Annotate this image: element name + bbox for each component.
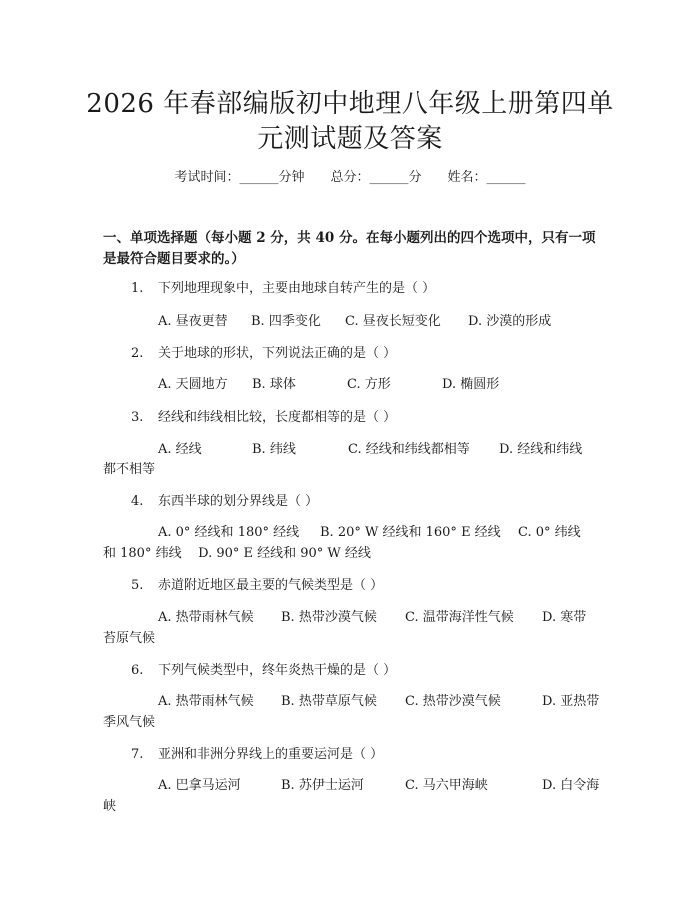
- question-stem: [131, 344, 396, 364]
- option-d: D. 经线和纬线: [499, 442, 583, 457]
- option-continuation: 峡: [103, 799, 117, 814]
- exam-time: 考试时间：______分钟: [174, 170, 305, 185]
- question-number: 1.: [131, 281, 144, 296]
- question-number: 6.: [131, 663, 144, 678]
- question-stem: [131, 408, 396, 428]
- option-b: B. 热带草原气候: [281, 694, 377, 709]
- option-b: B. 纬线: [252, 442, 296, 457]
- question-stem: [131, 745, 383, 765]
- option-b: B. 苏伊士运河: [281, 778, 364, 793]
- option-d: D. 沙漠的形成: [468, 314, 552, 329]
- option-continuation: 和 180° 纬线 D. 90° E 经线和 90° W 经线: [103, 546, 371, 561]
- exam-name: 姓名：______: [447, 170, 526, 185]
- question-stem: [131, 492, 318, 512]
- option-c: C. 马六甲海峡: [405, 778, 488, 793]
- option-b: B. 四季变化: [251, 314, 321, 329]
- option-d: D. 白令海: [542, 778, 600, 793]
- question-options: [158, 312, 551, 332]
- question-stem: [131, 279, 435, 299]
- option-a: A. 经线: [158, 442, 202, 457]
- option-continuation: 都不相等: [103, 462, 156, 477]
- option-c: C. 温带海洋性气候: [405, 610, 514, 625]
- option-c: C. 热带沙漠气候: [405, 694, 501, 709]
- option-a: A. 天圆地方: [158, 377, 228, 392]
- option-c: C. 方形: [347, 377, 391, 392]
- question-text: 下列气候类型中，终年炎热干燥的是（ ）: [158, 663, 397, 678]
- question-text: 亚洲和非洲分界线上的重要运河是（ ）: [158, 747, 384, 762]
- option-d: D. 亚热带: [542, 694, 600, 709]
- exam-score: 总分：______分: [330, 170, 422, 185]
- question-options: [158, 375, 499, 395]
- question-text: 东西半球的划分界线是（ ）: [158, 494, 319, 509]
- option-c: C. 经线和纬线都相等: [348, 442, 470, 457]
- question-options: [158, 608, 586, 628]
- question-stem: [131, 661, 396, 681]
- section-heading-line-2: 是最符合题目要求的。）: [103, 251, 245, 267]
- option-continuation: 苔原气候: [103, 631, 156, 646]
- option-d: D. 椭圆形: [442, 377, 500, 392]
- option-b: B. 热带沙漠气候: [281, 610, 377, 625]
- option-a: A. 热带雨林气候: [158, 694, 254, 709]
- question-options: [158, 692, 599, 712]
- question-text: 赤道附近地区最主要的气候类型是（ ）: [158, 578, 384, 593]
- exam-info: [0, 168, 700, 188]
- question-number: 2.: [131, 346, 144, 361]
- document-title-line-2: 元测试题及答案: [257, 124, 443, 154]
- question-number: 5.: [131, 578, 144, 593]
- question-number: 4.: [131, 494, 144, 509]
- section-heading-line-1: 一、单项选择题（每小题 2 分，共 40 分。在每小题列出的四个选项中，只有一项: [103, 230, 596, 246]
- option-continuation: 季风气候: [103, 715, 156, 730]
- question-stem: [131, 576, 383, 596]
- option-d: D. 寒带: [542, 610, 587, 625]
- question-options: [158, 440, 582, 460]
- option-b: B. 20° W 经线和 160° E 经线: [320, 525, 501, 540]
- option-b: B. 球体: [252, 377, 296, 392]
- question-text: 经线和纬线相比较，长度都相等的是（ ）: [158, 410, 397, 425]
- question-text: 关于地球的形状，下列说法正确的是（ ）: [158, 346, 397, 361]
- option-a: A. 热带雨林气候: [158, 610, 254, 625]
- question-options: [158, 776, 599, 796]
- option-c: C. 昼夜长短变化: [345, 314, 441, 329]
- option-a: A. 0° 经线和 180° 经线: [158, 525, 300, 540]
- option-a: A. 巴拿马运河: [158, 778, 241, 793]
- question-options: [158, 523, 581, 543]
- question-text: 下列地理现象中，主要由地球自转产生的是（ ）: [158, 281, 436, 296]
- option-c: C. 0° 纬线: [518, 525, 581, 540]
- option-a: A. 昼夜更替: [158, 314, 228, 329]
- question-number: 3.: [131, 410, 144, 425]
- document-title-line-1: 2026 年春部编版初中地理八年级上册第四单: [86, 89, 614, 119]
- question-number: 7.: [131, 747, 144, 762]
